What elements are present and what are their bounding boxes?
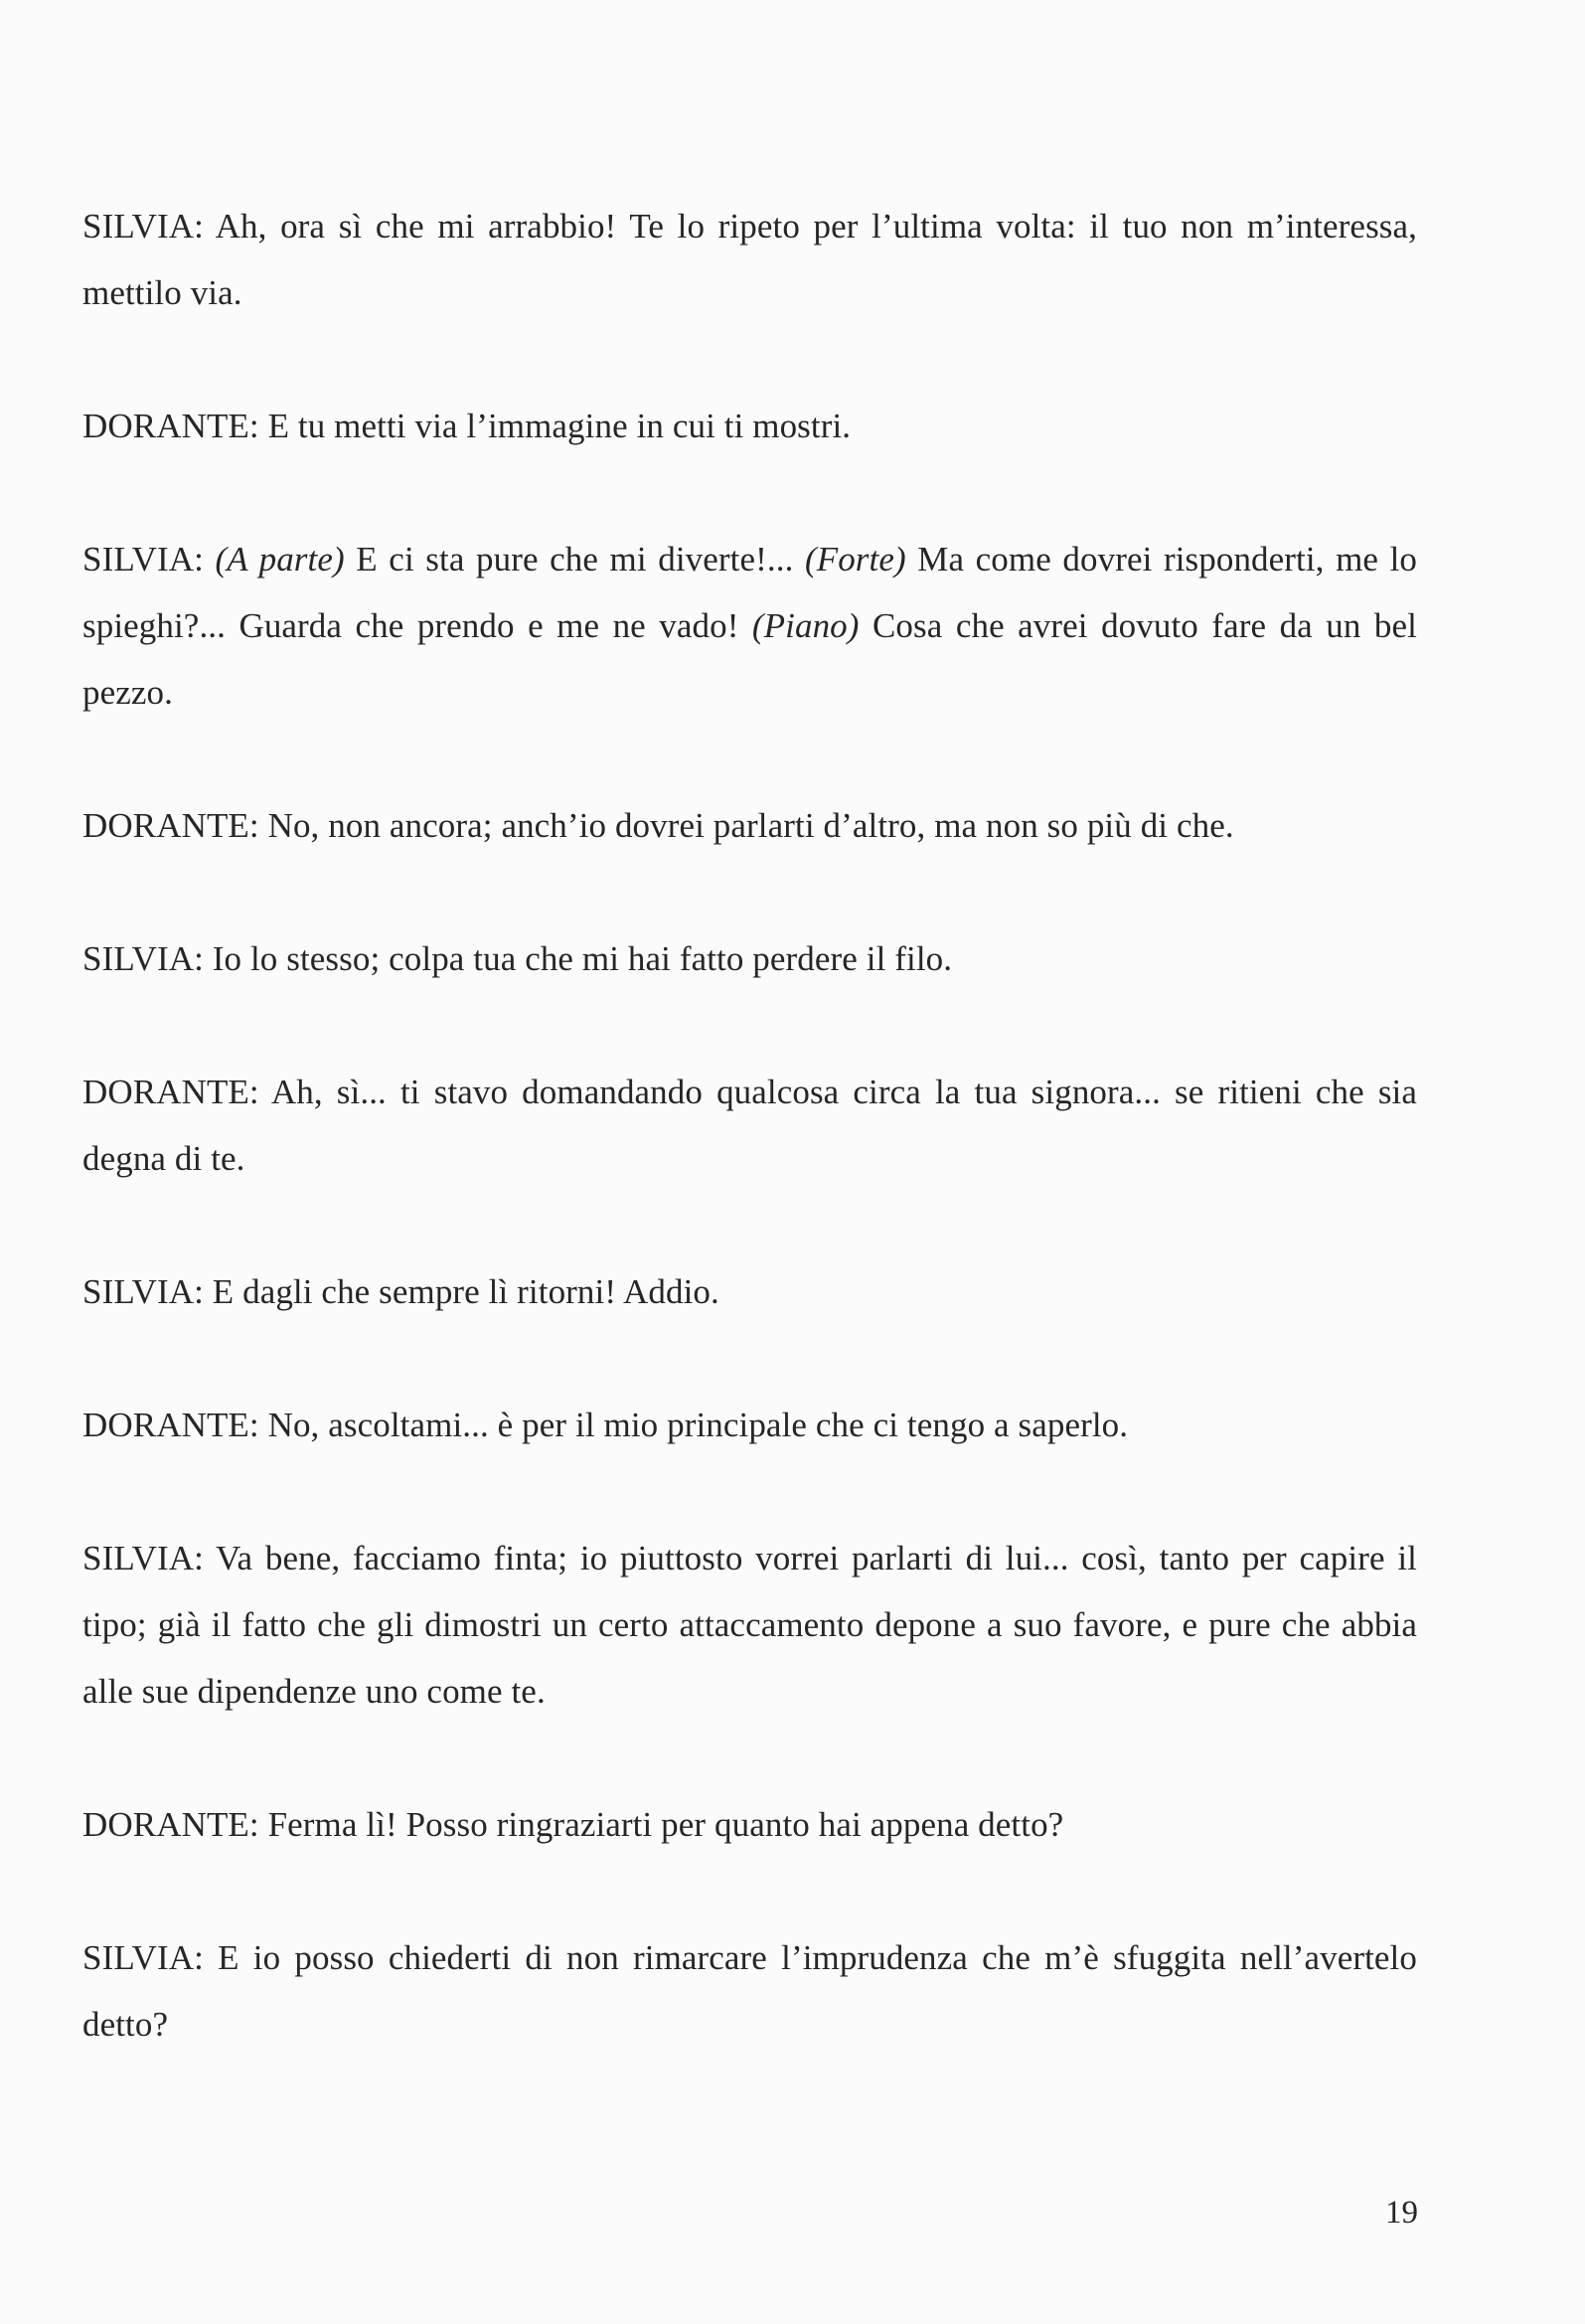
dialogue-paragraph-8: [82, 1392, 1417, 1458]
stage-direction: (A parte): [215, 540, 345, 579]
page-number: 19: [1385, 2195, 1418, 2231]
dialogue-paragraph-7: [82, 1258, 1417, 1325]
line-text: DORANTE: E tu metti via l’immagine in cui ti mostri.: [82, 407, 852, 445]
dialogue-paragraph-3: [82, 526, 1417, 726]
line-text: Ma come dovrei risponderti, me lo spieghi?... Guarda che prendo e me ne vado!: [82, 540, 1417, 645]
stage-direction: (Forte): [804, 540, 906, 579]
line-text: SILVIA: Io lo stesso; colpa tua che mi hai fatto perdere il filo.: [82, 939, 953, 978]
line-text: Cosa che avrei dovuto fare da un bel pezzo.: [82, 606, 1417, 712]
line-text: SILVIA: E dagli che sempre lì ritorni! Addio.: [82, 1272, 719, 1311]
speaker-text: SILVIA:: [82, 540, 216, 579]
dialogue-paragraph-1: [82, 193, 1417, 326]
dialogue-paragraph-2: [82, 393, 1417, 459]
line-text: SILVIA: E io posso chiederti di non rimarcare l’imprudenza che m’è sfuggita nell’avertelo detto?: [82, 1938, 1417, 2044]
dialogue-text: [82, 193, 1417, 2124]
dialogue-paragraph-10: [82, 1791, 1417, 1858]
line-text: SILVIA: Va bene, facciamo finta; io piuttosto vorrei parlarti di lui... così, tanto per capire il tipo; già il fatto che gli dimostri un certo attaccamento depone a suo favore, e pure che abbia alle sue dipendenze uno come te.: [82, 1539, 1417, 1711]
line-text: DORANTE: Ferma lì! Posso ringraziarti per quanto hai appena detto?: [82, 1805, 1064, 1844]
line-text: SILVIA: Ah, ora sì che mi arrabbio! Te lo ripeto per l’ultima volta: il tuo non m’interessa, mettilo via.: [82, 207, 1417, 312]
dialogue-paragraph-6: [82, 1059, 1417, 1192]
line-text: DORANTE: No, non ancora; anch’io dovrei parlarti d’altro, ma non so più di che.: [82, 806, 1234, 845]
dialogue-paragraph-5: [82, 925, 1417, 992]
dialogue-paragraph-4: [82, 792, 1417, 859]
dialogue-paragraph-9: [82, 1525, 1417, 1725]
line-text: DORANTE: No, ascoltami... è per il mio principale che ci tengo a saperlo.: [82, 1406, 1129, 1444]
line-text: DORANTE: Ah, sì... ti stavo domandando qualcosa circa la tua signora... se ritieni che sia degna di te.: [82, 1073, 1417, 1178]
stage-direction: (Piano): [751, 606, 860, 645]
dialogue-paragraph-11: [82, 1924, 1417, 2058]
line-text: E ci sta pure che mi diverte!...: [344, 540, 805, 579]
